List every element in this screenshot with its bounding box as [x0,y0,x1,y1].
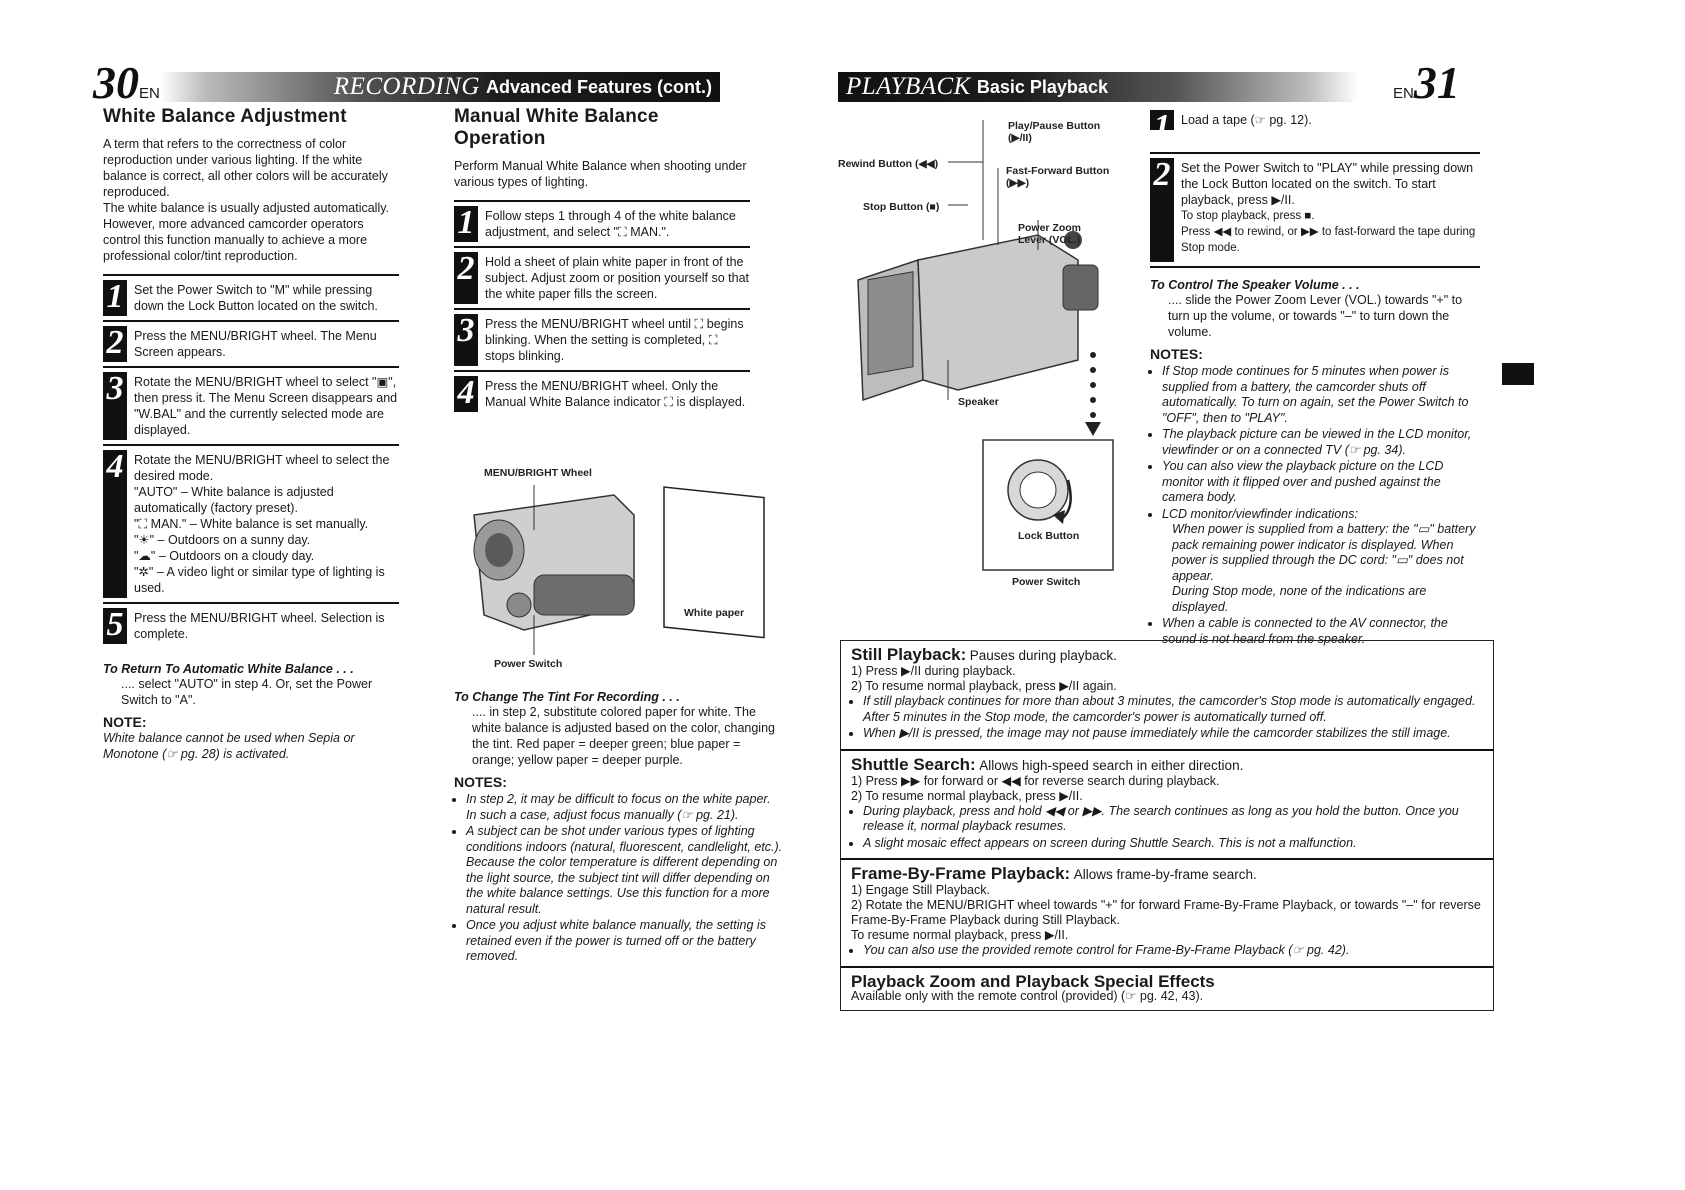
volume-text: .... slide the Power Zoom Lever (VOL.) towards "+" to turn up the volume, or towards "–" to turn down the volume. [1168,293,1463,339]
manual-white-balance-section [454,106,750,416]
intro-paragraph: Perform Manual White Balance when shooting under various types of lighting. [454,159,747,189]
note-item: • A subject can be shot under various types of lighting conditions indoors (natural, fluorescent, candlelight, etc.). Because the color temperature is different depending on the light source, the subject tint will differ depending on the white balance settings. Use this function for a more natural result. [466,824,784,917]
shuttle-search-box [840,749,1494,859]
step-number: 4 [454,376,478,412]
step-number: 2 [1150,158,1174,262]
step-text: Follow steps 1 through 4 of the white balance adjustment, and select "⛶ MAN.". [485,209,736,239]
step-item [454,370,750,416]
page-number: 31 [1413,57,1460,108]
note-item: • In step 2, it may be difficult to focus on the white paper. In such a case, adjust focus manually (☞ pg. 21). [466,792,784,823]
step-text: Press the MENU/BRIGHT wheel. Only the Manual White Balance indicator ⛶ is displayed. [485,379,746,409]
frame-by-frame-box [840,858,1494,966]
box-title: Playback Zoom and Playback Special Effects [851,971,1215,991]
step-item [103,366,399,444]
step-text: Hold a sheet of plain white paper in front of the subject. Adjust zoom or position yourself so that the white paper fills the screen. [485,255,750,301]
sub-note: During Stop mode, none of the indications are displayed. [1172,584,1427,614]
box-title: Still Playback: [851,645,967,664]
step-number: 3 [103,372,127,440]
note-item: • Once you adjust white balance manually, the setting is retained even if the power is turned off or the battery removed. [466,918,784,965]
step-item [103,602,399,648]
box-description: Pauses during playback. [969,648,1117,663]
sub-note: When power is supplied from a battery: the "▭" battery pack remaining power indicator is displayed. When power is supplied through the DC cord: "▭" does not appear. [1172,522,1476,583]
left-page-number [93,57,160,108]
section-heading: White Balance Adjustment [103,106,347,127]
note-item: • You can also use the provided remote control for Frame-By-Frame Playback (☞ pg. 42). [863,943,1483,959]
playback-camcorder-illustration [838,110,1128,590]
step-number: 3 [454,314,478,366]
power-switch-label: Power Switch [494,658,563,670]
step-item [1150,106,1480,145]
box-item: 1) Engage Still Playback. [851,883,990,897]
step-number: 1 [103,280,127,316]
zoom-lever-label: Power Zoom Lever (VOL.) [1018,222,1082,246]
notes-list [1150,364,1480,647]
intro-paragraph: The white balance is usually adjusted automatically. However, more advanced camcorder operators control this function manually to achieve a more professional color/tint reproduction. [103,201,390,263]
white-balance-adjustment-section [103,106,399,762]
note-item: • A slight mosaic effect appears on screen during Shuttle Search. This is not a malfunction. [863,836,1483,852]
box-item: 1) Press ▶/II during playback. [851,664,1016,678]
still-playback-box [840,640,1494,749]
note-item: • If still playback continues for more than about 3 minutes, the camcorder's Stop mode is automatically engaged. After 5 minutes in the Stop mode, the camcorder's power is automatically turned off. [863,694,1483,725]
playback-feature-boxes [840,640,1494,1011]
lang-label: EN [1393,85,1414,102]
step-text: Set the Power Switch to "M" while pressing down the Lock Button located on the switch. [134,283,378,313]
box-notes [851,804,1483,852]
step-item [103,320,399,366]
volume-heading: To Control The Speaker Volume . . . [1150,278,1360,292]
stop-label: Stop Button (■) [863,201,940,213]
note-item: • You can also view the playback picture on the LCD monitor with it flipped over and pushed against the camera body. [1162,459,1480,506]
camcorder-illustration [454,455,774,680]
box-item: 1) Press ▶▶ for forward or ◀◀ for reverse search during playback. [851,773,1220,788]
step-text: Press the MENU/BRIGHT wheel. The Menu Screen appears. [134,329,377,359]
playback-instructions [1150,106,1480,648]
step-text: Press the MENU/BRIGHT wheel until ⛶ begins blinking. When the setting is completed, ⛶ stops blinking. [485,317,744,363]
note-item: • During playback, press and hold ◀◀ or ▶▶. The search continues as long as you hold the button. Once you release it, normal playback resumes. [863,804,1483,835]
playback-zoom-box [840,966,1494,1011]
play-pause-label: Play/Pause Button (▶/II) [1008,120,1101,144]
note-item [1162,507,1480,616]
page-tab-marker [1502,363,1534,385]
note-item: • When ▶/II is pressed, the image may not pause immediately while the camcorder stabilizes the still image. [863,726,1483,742]
return-auto-text: .... select "AUTO" in step 4. Or, set the Power Switch to "A". [121,677,373,707]
left-header-banner [160,72,720,102]
header-title: Basic Playback [976,76,1108,97]
box-notes [851,943,1483,959]
mode-item: "✲" – A video light or similar type of lighting is used. [134,565,385,595]
step-text: Set the Power Switch to "PLAY" while pressing down the Lock Button located on the switch. To start playback, press ▶/II. [1181,161,1474,207]
rewind-label: Rewind Button (◀◀) [838,158,939,170]
box-item: 2) To resume normal playback, press ▶/II. [851,788,1083,803]
box-description: Allows frame-by-frame search. [1073,867,1257,882]
tint-heading: To Change The Tint For Recording . . . [454,690,680,704]
notes-list [454,792,784,965]
step-text: Rotate the MENU/BRIGHT wheel to select "▣", then press it. The Menu Screen disappears and "W.BAL" and the currently selected mode are displayed. [134,375,398,437]
tint-text: .... in step 2, substitute colored paper for white. The white balance is adjusted based on the color, changing the tint. Red paper = deeper green; blue paper = orange; yellow paper = deeper purple. [472,705,775,767]
step-text: Load a tape (☞ pg. 12). [1181,113,1312,127]
box-description: Allows high-speed search in either direction. [979,757,1244,773]
step-item [454,308,750,370]
right-header-banner [838,72,1358,102]
page-number: 30 [93,57,139,108]
step-bullet: Press ◀◀ to rewind, or ▶▶ to fast-forward the tape during Stop mode. [1181,226,1476,254]
step-number: 2 [103,326,127,362]
mode-item: "AUTO" – White balance is adjusted automatically (factory preset). [134,485,334,515]
header-title: Advanced Features (cont.) [485,76,712,97]
menu-bright-wheel-label: MENU/BRIGHT Wheel [484,467,592,479]
return-auto-heading: To Return To Automatic White Balance . . . [103,662,354,676]
step-number: 1 [454,206,478,242]
step-text: Press the MENU/BRIGHT wheel. Selection is complete. [134,611,385,641]
lang-label: EN [139,85,160,102]
step-number: 4 [103,450,127,598]
lock-button-label: Lock Button [1018,530,1080,542]
right-page-number [1393,57,1460,108]
section-title: RECORDING [333,73,480,100]
power-switch-label: Power Switch [1012,576,1081,588]
section-heading: Manual White Balance Operation [454,106,659,149]
section-title: PLAYBACK [846,73,971,100]
mode-item: "⛶ MAN." – White balance is set manually. [134,517,369,531]
intro-paragraph: A term that refers to the correctness of color reproduction under various lighting. If the white balance is correct, all other colors will be accurately reproduced. [103,137,388,199]
white-paper-label: White paper [684,607,745,619]
box-item: 2) Rotate the MENU/BRIGHT wheel towards "+" for forward Frame-By-Frame Playback, or towards "–" for reverse Frame-By-Frame Playback during Still Playback. [851,898,1481,927]
step-number: 5 [103,608,127,644]
step-text: Rotate the MENU/BRIGHT wheel to select the desired mode. [134,453,390,483]
note-item: • If Stop mode continues for 5 minutes when power is supplied from a battery, the camcorder shuts off automatically. To turn on again, set the Power Switch to "OFF", then to "PLAY". [1162,364,1480,426]
note-text: White balance cannot be used when Sepia or Monotone (☞ pg. 28) is activated. [103,731,355,761]
notes-heading: NOTES: [454,774,507,790]
box-item: 2) To resume normal playback, press ▶/II again. [851,679,1117,693]
step-item [103,444,399,602]
note-heading: NOTE: [103,714,147,730]
box-plain-note: To resume normal playback, press ▶/II. [851,928,1069,942]
mode-item: "☁" – Outdoors on a cloudy day. [134,549,315,563]
step-bullet: To stop playback, press ■. [1181,210,1315,222]
box-notes [851,694,1483,742]
box-title: Shuttle Search: [851,754,976,774]
speaker-label: Speaker [958,396,999,408]
step-item [1150,152,1480,268]
box-title: Frame-By-Frame Playback: [851,864,1071,883]
tint-and-notes [454,690,784,966]
note-text: LCD monitor/viewfinder indications: [1162,506,1358,521]
fast-forward-label: Fast-Forward Button (▶▶) [1006,165,1110,189]
step-item [103,274,399,320]
note-item: • When a cable is connected to the AV connector, the sound is not heard from the speaker. [1162,616,1480,647]
step-item [454,246,750,308]
step-number: 2 [454,252,478,304]
camcorder-white-paper-illustration [454,455,774,680]
mode-item: "☀" – Outdoors on a sunny day. [134,533,311,547]
box-description: Available only with the remote control (provided) (☞ pg. 42, 43). [851,988,1204,1003]
notes-heading: NOTES: [1150,346,1203,362]
note-item: • The playback picture can be viewed in the LCD monitor, viewfinder or on a connected TV (☞ pg. 34). [1162,427,1480,458]
step-item [454,200,750,246]
step-number: 1 [1150,110,1174,130]
